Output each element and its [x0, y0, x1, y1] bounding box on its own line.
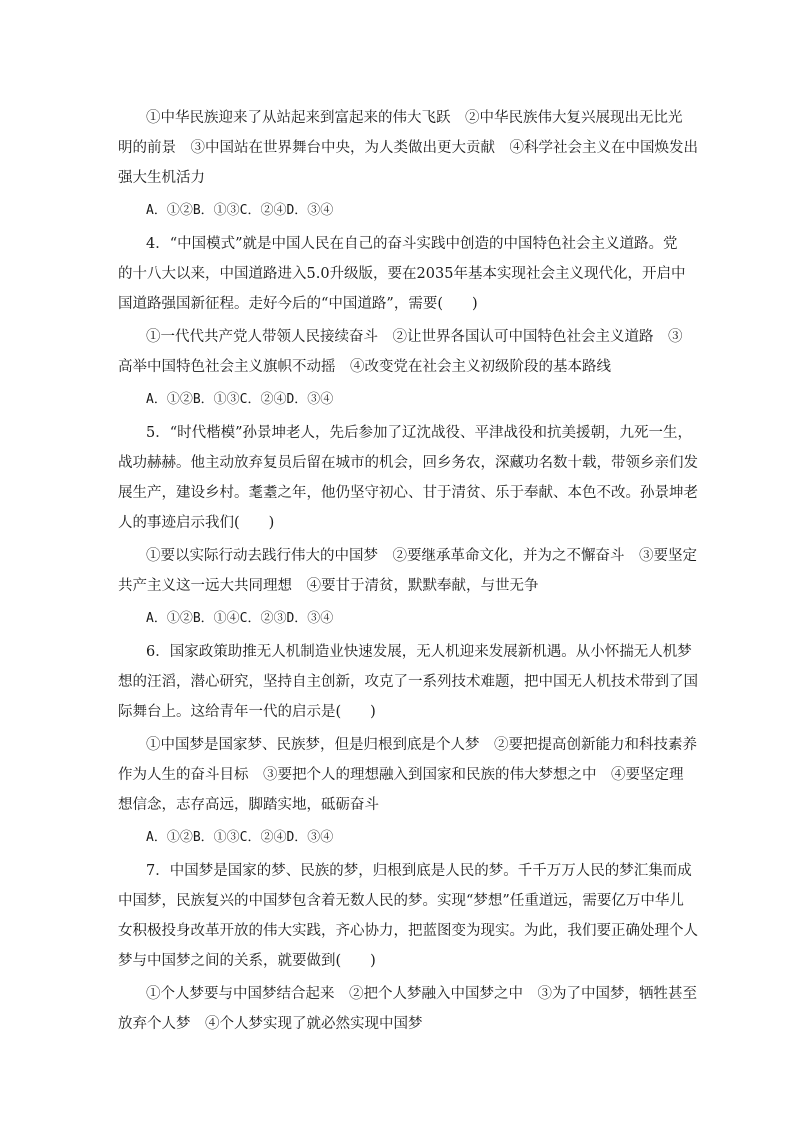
text-line: 6．国家政策助推无人机制造业快速发展，无人机迎来发展新机遇。从小怀揣无人机梦 — [146, 644, 692, 660]
text-line: 女积极投身改革开放的伟大实践，齐心协力，把蓝图变为现实。为此，我们要正确处理个人 — [118, 923, 698, 939]
answer-options-line: A．①②B．①③C．②④D．③④ — [146, 203, 334, 218]
text-line: 明的前景 ③中国站在世界舞台中央，为人类做出更大贡献 ④科学社会主义在中国焕发出 — [118, 140, 698, 156]
text-line: 强大生机活力 — [118, 170, 205, 186]
answer-options-line: A．①②B．①③C．②④D．③④ — [146, 830, 334, 845]
text-line: ①中华民族迎来了从站起来到富起来的伟大飞跃 ②中华民族伟大复兴展现出无比光 — [146, 110, 683, 126]
text-line: 高举中国特色社会主义旗帜不动摇 ④改变党在社会主义初级阶段的基本路线 — [118, 359, 611, 375]
text-line: 作为人生的奋斗目标 ③要把个人的理想融入到国家和民族的伟大梦想之中 ④要坚定理 — [118, 767, 684, 783]
text-line: ①个人梦要与中国梦结合起来 ②把个人梦融入中国梦之中 ③为了中国梦，牺牲甚至 — [146, 986, 697, 1002]
answer-options-line: A．①②B．①④C．②③D．③④ — [146, 611, 334, 626]
text-line: 5．“时代楷模”孙景坤老人，先后参加了辽沈战役、平津战役和抗美援朝，九死一生， — [146, 425, 693, 441]
text-line: ①要以实际行动去践行伟大的中国梦 ②要继承革命文化，并为之不懈奋斗 ③要坚定 — [146, 548, 697, 564]
text-line: 际舞台上。这给青年一代的启示是( ) — [118, 704, 376, 720]
text-line: 中国梦，民族复兴的中国梦包含着无数人民的梦。实现“梦想”任重道远，需要亿万中华儿 — [118, 893, 684, 909]
text-line: 4．“中国模式”就是中国人民在自己的奋斗实践中创造的中国特色社会主义道路。党 — [146, 236, 678, 252]
text-line: 国道路强国新征程。走好今后的“中国道路”，需要( ) — [118, 296, 478, 312]
text-line: 想的汪滔，潜心研究，坚持自主创新，攻克了一系列技术难题，把中国无人机技术带到了国 — [118, 674, 698, 690]
text-line: 的十八大以来，中国道路进入5.0升级版，要在2035年基本实现社会主义现代化，开启中 — [118, 266, 686, 282]
text-line: 放弃个人梦 ④个人梦实现了就必然实现中国梦 — [118, 1016, 423, 1032]
text-line: 人的事迹启示我们( ) — [118, 515, 275, 531]
text-line: ①中国梦是国家梦、民族梦，但是归根到底是个人梦 ②要把提高创新能力和科技素养 — [146, 737, 697, 753]
text-line: ①一代代共产党人带领人民接续奋斗 ②让世界各国认可中国特色社会主义道路 ③ — [146, 329, 683, 345]
text-line: 共产主义这一远大共同理想 ④要甘于清贫，默默奉献，与世无争 — [118, 578, 539, 594]
text-line: 战功赫赫。他主动放弃复员后留在城市的机会，回乡务农，深藏功名数十载，带领乡亲们发 — [118, 455, 698, 471]
text-line: 梦与中国梦之间的关系，就要做到( ) — [118, 953, 376, 969]
text-line: 7．中国梦是国家的梦、民族的梦，归根到底是人民的梦。千千万万人民的梦汇集而成 — [146, 863, 692, 879]
text-line: 想信念，志存高远，脚踏实地，砥砺奋斗 — [118, 797, 379, 813]
text-line: 展生产，建设乡村。耄耋之年，他仍坚守初心、甘于清贫、乐于奉献、本色不改。孙景坤老 — [118, 485, 698, 501]
answer-options-line: A．①②B．①③C．②④D．③④ — [146, 392, 334, 407]
